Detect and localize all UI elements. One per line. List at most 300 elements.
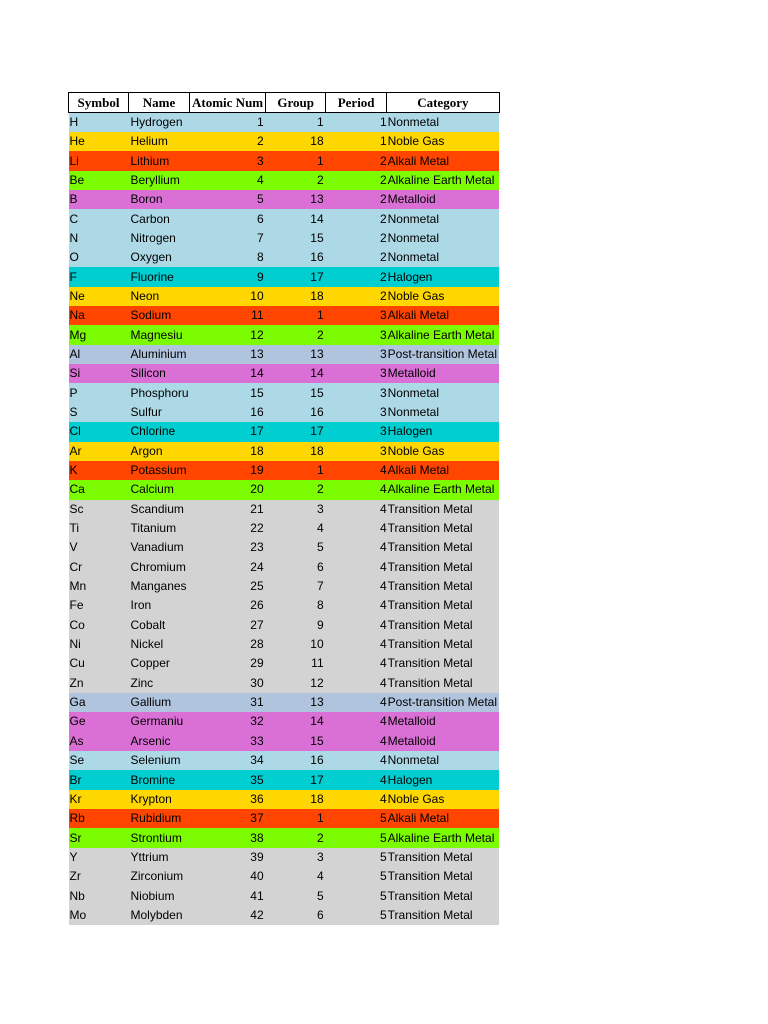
cell-atomic-number[interactable]: 7: [190, 229, 266, 248]
cell-atomic-number[interactable]: 39: [190, 848, 266, 867]
cell-atomic-number[interactable]: 5: [190, 190, 266, 209]
cell-name[interactable]: Fluorine: [129, 267, 190, 286]
cell-atomic-number[interactable]: 6: [190, 209, 266, 228]
table-row: [69, 248, 500, 267]
cell-symbol[interactable]: V: [69, 538, 129, 557]
cell-category[interactable]: [387, 732, 499, 751]
cell-name[interactable]: Germaniu: [129, 712, 190, 731]
cell-category[interactable]: [387, 906, 499, 925]
cell-symbol[interactable]: Mn: [69, 577, 129, 596]
cell-atomic-number[interactable]: 38: [190, 828, 266, 847]
cell-category[interactable]: [387, 809, 499, 828]
cell-period[interactable]: 3: [326, 306, 387, 325]
cell-name[interactable]: Manganes: [129, 577, 190, 596]
cell-period[interactable]: 3: [326, 345, 387, 364]
table-row: [69, 209, 500, 228]
cell-period[interactable]: 1: [326, 132, 387, 151]
cell-category[interactable]: [387, 558, 499, 577]
cell-atomic-number[interactable]: 37: [190, 809, 266, 828]
cell-group[interactable]: 16: [266, 751, 326, 770]
cell-group[interactable]: 3: [266, 500, 326, 519]
cell-atomic-number[interactable]: 3: [190, 151, 266, 170]
cell-name[interactable]: Helium: [129, 132, 190, 151]
cell-period[interactable]: 3: [326, 364, 387, 383]
cell-symbol[interactable]: F: [69, 267, 129, 286]
cell-period[interactable]: 5: [326, 809, 387, 828]
table-row: [69, 500, 500, 519]
table-row: [69, 654, 500, 673]
cell-period[interactable]: 2: [326, 267, 387, 286]
cell-group[interactable]: 18: [266, 790, 326, 809]
cell-symbol[interactable]: Cr: [69, 558, 129, 577]
cell-category[interactable]: [387, 500, 499, 519]
cell-name[interactable]: Titanium: [129, 519, 190, 538]
cell-group[interactable]: 4: [266, 867, 326, 886]
table-row: [69, 848, 500, 867]
cell-atomic-number[interactable]: 15: [190, 383, 266, 402]
cell-category[interactable]: [387, 848, 499, 867]
cell-name[interactable]: Lithium: [129, 151, 190, 170]
cell-name[interactable]: Krypton: [129, 790, 190, 809]
cell-period[interactable]: 5: [326, 867, 387, 886]
cell-period[interactable]: 1: [326, 113, 387, 133]
category-label: Noble Gas: [387, 791, 445, 806]
cell-group[interactable]: 1: [266, 151, 326, 170]
category-label: Alkaline Earth Metal: [387, 830, 495, 845]
cell-atomic-number[interactable]: 28: [190, 635, 266, 654]
cell-symbol[interactable]: B: [69, 190, 129, 209]
cell-name[interactable]: Beryllium: [129, 171, 190, 190]
cell-symbol[interactable]: Fe: [69, 596, 129, 615]
cell-category[interactable]: [387, 867, 499, 886]
cell-symbol[interactable]: O: [69, 248, 129, 267]
cell-name[interactable]: Calcium: [129, 480, 190, 499]
cell-atomic-number[interactable]: 18: [190, 442, 266, 461]
table-row: [69, 383, 500, 402]
cell-symbol[interactable]: Ga: [69, 693, 129, 712]
cell-symbol[interactable]: Si: [69, 364, 129, 383]
cell-group[interactable]: 15: [266, 229, 326, 248]
cell-atomic-number[interactable]: 21: [190, 500, 266, 519]
cell-group[interactable]: 14: [266, 364, 326, 383]
cell-atomic-number[interactable]: 20: [190, 480, 266, 499]
cell-category[interactable]: [387, 635, 499, 654]
category-label: Nonmetal: [387, 385, 439, 400]
cell-atomic-number[interactable]: 42: [190, 906, 266, 925]
cell-period[interactable]: 2: [326, 209, 387, 228]
cell-atomic-number[interactable]: 16: [190, 403, 266, 422]
cell-category[interactable]: [387, 790, 499, 809]
cell-symbol[interactable]: Zn: [69, 674, 129, 693]
cell-atomic-number[interactable]: 34: [190, 751, 266, 770]
cell-atomic-number[interactable]: 17: [190, 422, 266, 441]
table-row: [69, 732, 500, 751]
cell-name[interactable]: Oxygen: [129, 248, 190, 267]
category-label: Noble Gas: [387, 288, 445, 303]
cell-symbol[interactable]: Ge: [69, 712, 129, 731]
cell-symbol[interactable]: Ni: [69, 635, 129, 654]
cell-period[interactable]: 4: [326, 461, 387, 480]
cell-category[interactable]: [387, 519, 499, 538]
cell-group[interactable]: 5: [266, 538, 326, 557]
cell-symbol[interactable]: Ne: [69, 287, 129, 306]
cell-name[interactable]: Strontium: [129, 828, 190, 847]
cell-atomic-number[interactable]: 2: [190, 132, 266, 151]
cell-category[interactable]: [387, 229, 499, 248]
cell-group[interactable]: 7: [266, 577, 326, 596]
cell-category[interactable]: [387, 345, 499, 364]
cell-group[interactable]: 10: [266, 635, 326, 654]
cell-group[interactable]: 13: [266, 190, 326, 209]
category-label: Transition Metal: [387, 869, 473, 884]
cell-group[interactable]: 14: [266, 209, 326, 228]
table-row: [69, 538, 500, 557]
cell-group[interactable]: 2: [266, 325, 326, 344]
cell-category[interactable]: [387, 693, 499, 712]
cell-period[interactable]: 4: [326, 519, 387, 538]
table-body: [69, 113, 500, 926]
cell-category[interactable]: [387, 306, 499, 325]
table-row: [69, 171, 500, 190]
cell-period[interactable]: 4: [326, 480, 387, 499]
cell-symbol[interactable]: Al: [69, 345, 129, 364]
cell-name[interactable]: Gallium: [129, 693, 190, 712]
cell-group[interactable]: 2: [266, 480, 326, 499]
cell-atomic-number[interactable]: 40: [190, 867, 266, 886]
cell-group[interactable]: 2: [266, 171, 326, 190]
category-label: Nonmetal: [387, 115, 439, 129]
cell-period[interactable]: 4: [326, 558, 387, 577]
cell-name[interactable]: Phosphoru: [129, 383, 190, 402]
cell-atomic-number[interactable]: 25: [190, 577, 266, 596]
table-row: [69, 596, 500, 615]
cell-category[interactable]: [387, 480, 499, 499]
cell-period[interactable]: 4: [326, 635, 387, 654]
cell-name[interactable]: Bromine: [129, 770, 190, 789]
cell-category[interactable]: [387, 654, 499, 673]
cell-period[interactable]: 4: [326, 616, 387, 635]
cell-category[interactable]: [387, 403, 499, 422]
cell-symbol[interactable]: Sc: [69, 500, 129, 519]
cell-group[interactable]: 18: [266, 442, 326, 461]
cell-symbol[interactable]: As: [69, 732, 129, 751]
table-row: [69, 190, 500, 209]
cell-symbol[interactable]: Ar: [69, 442, 129, 461]
cell-atomic-number[interactable]: 14: [190, 364, 266, 383]
header-period[interactable]: Period: [326, 93, 387, 113]
cell-group[interactable]: 16: [266, 403, 326, 422]
cell-period[interactable]: 4: [326, 577, 387, 596]
cell-group[interactable]: 15: [266, 383, 326, 402]
cell-group[interactable]: 11: [266, 654, 326, 673]
cell-group[interactable]: 8: [266, 596, 326, 615]
cell-symbol[interactable]: He: [69, 132, 129, 151]
cell-category[interactable]: [387, 325, 499, 344]
cell-period[interactable]: 2: [326, 151, 387, 170]
cell-symbol[interactable]: Co: [69, 616, 129, 635]
cell-atomic-number[interactable]: 4: [190, 171, 266, 190]
cell-category[interactable]: [387, 248, 499, 267]
table-row: [69, 267, 500, 286]
cell-category[interactable]: [387, 712, 499, 731]
cell-atomic-number[interactable]: 31: [190, 693, 266, 712]
cell-symbol[interactable]: Nb: [69, 886, 129, 905]
cell-name[interactable]: Scandium: [129, 500, 190, 519]
cell-category[interactable]: [387, 171, 499, 190]
category-label: Alkaline Earth Metal: [387, 327, 495, 342]
cell-period[interactable]: 4: [326, 751, 387, 770]
cell-atomic-number[interactable]: 12: [190, 325, 266, 344]
cell-name[interactable]: Silicon: [129, 364, 190, 383]
cell-period[interactable]: 2: [326, 287, 387, 306]
cell-atomic-number[interactable]: 23: [190, 538, 266, 557]
table-row: [69, 616, 500, 635]
cell-name[interactable]: Yttrium: [129, 848, 190, 867]
category-label: Halogen: [387, 269, 433, 284]
cell-atomic-number[interactable]: 35: [190, 770, 266, 789]
cell-name[interactable]: Selenium: [129, 751, 190, 770]
cell-symbol[interactable]: Kr: [69, 790, 129, 809]
cell-category[interactable]: [387, 461, 499, 480]
table-row: [69, 345, 500, 364]
cell-category[interactable]: [387, 886, 499, 905]
cell-atomic-number[interactable]: 10: [190, 287, 266, 306]
cell-name[interactable]: Nitrogen: [129, 229, 190, 248]
cell-group[interactable]: 12: [266, 674, 326, 693]
cell-category[interactable]: [387, 190, 499, 209]
cell-symbol[interactable]: Ca: [69, 480, 129, 499]
cell-name[interactable]: Nickel: [129, 635, 190, 654]
cell-symbol[interactable]: Zr: [69, 867, 129, 886]
table-row: [69, 770, 500, 789]
cell-group[interactable]: 14: [266, 712, 326, 731]
cell-atomic-number[interactable]: 30: [190, 674, 266, 693]
cell-group[interactable]: 17: [266, 422, 326, 441]
cell-name[interactable]: Zirconium: [129, 867, 190, 886]
table-row: [69, 325, 500, 344]
cell-name[interactable]: Carbon: [129, 209, 190, 228]
cell-atomic-number[interactable]: 29: [190, 654, 266, 673]
cell-period[interactable]: 4: [326, 693, 387, 712]
cell-category[interactable]: [387, 596, 499, 615]
table-row: [69, 886, 500, 905]
header-atomic-number[interactable]: Atomic Num: [190, 93, 266, 113]
cell-atomic-number[interactable]: 24: [190, 558, 266, 577]
cell-name[interactable]: Iron: [129, 596, 190, 615]
cell-atomic-number[interactable]: 27: [190, 616, 266, 635]
cell-period[interactable]: 4: [326, 674, 387, 693]
cell-name[interactable]: Niobium: [129, 886, 190, 905]
cell-symbol[interactable]: Rb: [69, 809, 129, 828]
table-row: [69, 790, 500, 809]
cell-name[interactable]: Sodium: [129, 306, 190, 325]
cell-period[interactable]: 4: [326, 770, 387, 789]
cell-group[interactable]: 9: [266, 616, 326, 635]
cell-symbol[interactable]: Y: [69, 848, 129, 867]
cell-period[interactable]: 2: [326, 229, 387, 248]
cell-symbol[interactable]: Na: [69, 306, 129, 325]
cell-period[interactable]: 3: [326, 403, 387, 422]
cell-name[interactable]: Zinc: [129, 674, 190, 693]
cell-period[interactable]: 5: [326, 886, 387, 905]
cell-atomic-number[interactable]: 36: [190, 790, 266, 809]
cell-group[interactable]: 2: [266, 828, 326, 847]
cell-atomic-number[interactable]: 11: [190, 306, 266, 325]
cell-name[interactable]: Arsenic: [129, 732, 190, 751]
cell-name[interactable]: Chlorine: [129, 422, 190, 441]
category-label: Transition Metal: [387, 849, 473, 864]
cell-symbol[interactable]: Sr: [69, 828, 129, 847]
cell-name[interactable]: Neon: [129, 287, 190, 306]
cell-category[interactable]: [387, 674, 499, 693]
category-label: Post-transition Metal: [387, 346, 498, 361]
cell-group[interactable]: 4: [266, 519, 326, 538]
cell-category[interactable]: [387, 113, 499, 133]
category-label: Alkali Metal: [387, 308, 449, 323]
cell-atomic-number[interactable]: 33: [190, 732, 266, 751]
cell-atomic-number[interactable]: 13: [190, 345, 266, 364]
cell-name[interactable]: Boron: [129, 190, 190, 209]
cell-name[interactable]: Sulfur: [129, 403, 190, 422]
cell-symbol[interactable]: Br: [69, 770, 129, 789]
cell-symbol[interactable]: Li: [69, 151, 129, 170]
cell-name[interactable]: Hydrogen: [129, 113, 190, 133]
cell-atomic-number[interactable]: 19: [190, 461, 266, 480]
cell-group[interactable]: 3: [266, 848, 326, 867]
cell-name[interactable]: Molybden: [129, 906, 190, 925]
header-name[interactable]: Name: [129, 93, 190, 113]
cell-atomic-number[interactable]: 32: [190, 712, 266, 731]
cell-symbol[interactable]: S: [69, 403, 129, 422]
cell-category[interactable]: [387, 267, 499, 286]
cell-group[interactable]: 18: [266, 287, 326, 306]
cell-period[interactable]: 5: [326, 828, 387, 847]
cell-symbol[interactable]: K: [69, 461, 129, 480]
table-row: [69, 674, 500, 693]
cell-name[interactable]: Chromium: [129, 558, 190, 577]
cell-category[interactable]: [387, 538, 499, 557]
element-table: [68, 92, 500, 925]
cell-category[interactable]: [387, 616, 499, 635]
cell-name[interactable]: Cobalt: [129, 616, 190, 635]
cell-group[interactable]: 17: [266, 267, 326, 286]
cell-category[interactable]: [387, 751, 499, 770]
cell-period[interactable]: 3: [326, 383, 387, 402]
cell-group[interactable]: 6: [266, 906, 326, 925]
cell-group[interactable]: 17: [266, 770, 326, 789]
cell-group[interactable]: 18: [266, 132, 326, 151]
cell-category[interactable]: [387, 383, 499, 402]
cell-name[interactable]: Aluminium: [129, 345, 190, 364]
header-group[interactable]: Group: [266, 93, 326, 113]
cell-period[interactable]: 4: [326, 790, 387, 809]
cell-name[interactable]: Copper: [129, 654, 190, 673]
cell-period[interactable]: 2: [326, 248, 387, 267]
category-label: Transition Metal: [387, 637, 473, 652]
cell-atomic-number[interactable]: 1: [190, 113, 266, 133]
cell-category[interactable]: [387, 828, 499, 847]
cell-period[interactable]: 2: [326, 171, 387, 190]
cell-symbol[interactable]: N: [69, 229, 129, 248]
header-category[interactable]: Category: [387, 93, 499, 113]
cell-symbol[interactable]: Cu: [69, 654, 129, 673]
table-row: [69, 558, 500, 577]
cell-symbol[interactable]: Be: [69, 171, 129, 190]
cell-group[interactable]: 1: [266, 461, 326, 480]
cell-group[interactable]: 1: [266, 306, 326, 325]
cell-atomic-number[interactable]: 8: [190, 248, 266, 267]
cell-period[interactable]: 4: [326, 654, 387, 673]
cell-group[interactable]: 5: [266, 886, 326, 905]
cell-atomic-number[interactable]: 41: [190, 886, 266, 905]
cell-atomic-number[interactable]: 22: [190, 519, 266, 538]
cell-symbol[interactable]: Se: [69, 751, 129, 770]
cell-period[interactable]: 4: [326, 712, 387, 731]
cell-name[interactable]: Potassium: [129, 461, 190, 480]
cell-category[interactable]: [387, 209, 499, 228]
cell-atomic-number[interactable]: 9: [190, 267, 266, 286]
cell-name[interactable]: Argon: [129, 442, 190, 461]
cell-name[interactable]: Magnesiu: [129, 325, 190, 344]
cell-group[interactable]: 6: [266, 558, 326, 577]
cell-group[interactable]: 13: [266, 693, 326, 712]
cell-group[interactable]: 15: [266, 732, 326, 751]
cell-category[interactable]: [387, 132, 499, 151]
cell-period[interactable]: 4: [326, 500, 387, 519]
cell-name[interactable]: Rubidium: [129, 809, 190, 828]
cell-symbol[interactable]: Mg: [69, 325, 129, 344]
cell-group[interactable]: 1: [266, 809, 326, 828]
cell-group[interactable]: 13: [266, 345, 326, 364]
cell-symbol[interactable]: Mo: [69, 906, 129, 925]
table-row: [69, 403, 500, 422]
cell-period[interactable]: 4: [326, 538, 387, 557]
cell-category[interactable]: [387, 577, 499, 596]
cell-symbol[interactable]: Ti: [69, 519, 129, 538]
cell-period[interactable]: 2: [326, 190, 387, 209]
category-label: Halogen: [387, 772, 433, 787]
cell-period[interactable]: 5: [326, 848, 387, 867]
cell-name[interactable]: Vanadium: [129, 538, 190, 557]
cell-category[interactable]: [387, 442, 499, 461]
cell-category[interactable]: [387, 364, 499, 383]
cell-symbol[interactable]: C: [69, 209, 129, 228]
category-label: Nonmetal: [387, 404, 439, 419]
cell-symbol[interactable]: H: [69, 113, 129, 133]
category-label: Transition Metal: [387, 656, 473, 671]
cell-period[interactable]: 3: [326, 442, 387, 461]
table-row: [69, 229, 500, 248]
cell-atomic-number[interactable]: 26: [190, 596, 266, 615]
cell-period[interactable]: 5: [326, 906, 387, 925]
cell-period[interactable]: 4: [326, 596, 387, 615]
header-symbol[interactable]: Symbol: [69, 93, 129, 113]
cell-symbol[interactable]: P: [69, 383, 129, 402]
category-label: Noble Gas: [387, 134, 445, 149]
cell-symbol[interactable]: Cl: [69, 422, 129, 441]
cell-category[interactable]: [387, 287, 499, 306]
cell-category[interactable]: [387, 422, 499, 441]
cell-category[interactable]: [387, 770, 499, 789]
cell-category[interactable]: [387, 151, 499, 170]
cell-period[interactable]: 4: [326, 732, 387, 751]
category-label: Alkali Metal: [387, 811, 449, 826]
table-row: [69, 132, 500, 151]
cell-group[interactable]: 1: [266, 113, 326, 133]
cell-group[interactable]: 16: [266, 248, 326, 267]
cell-period[interactable]: 3: [326, 422, 387, 441]
cell-period[interactable]: 3: [326, 325, 387, 344]
